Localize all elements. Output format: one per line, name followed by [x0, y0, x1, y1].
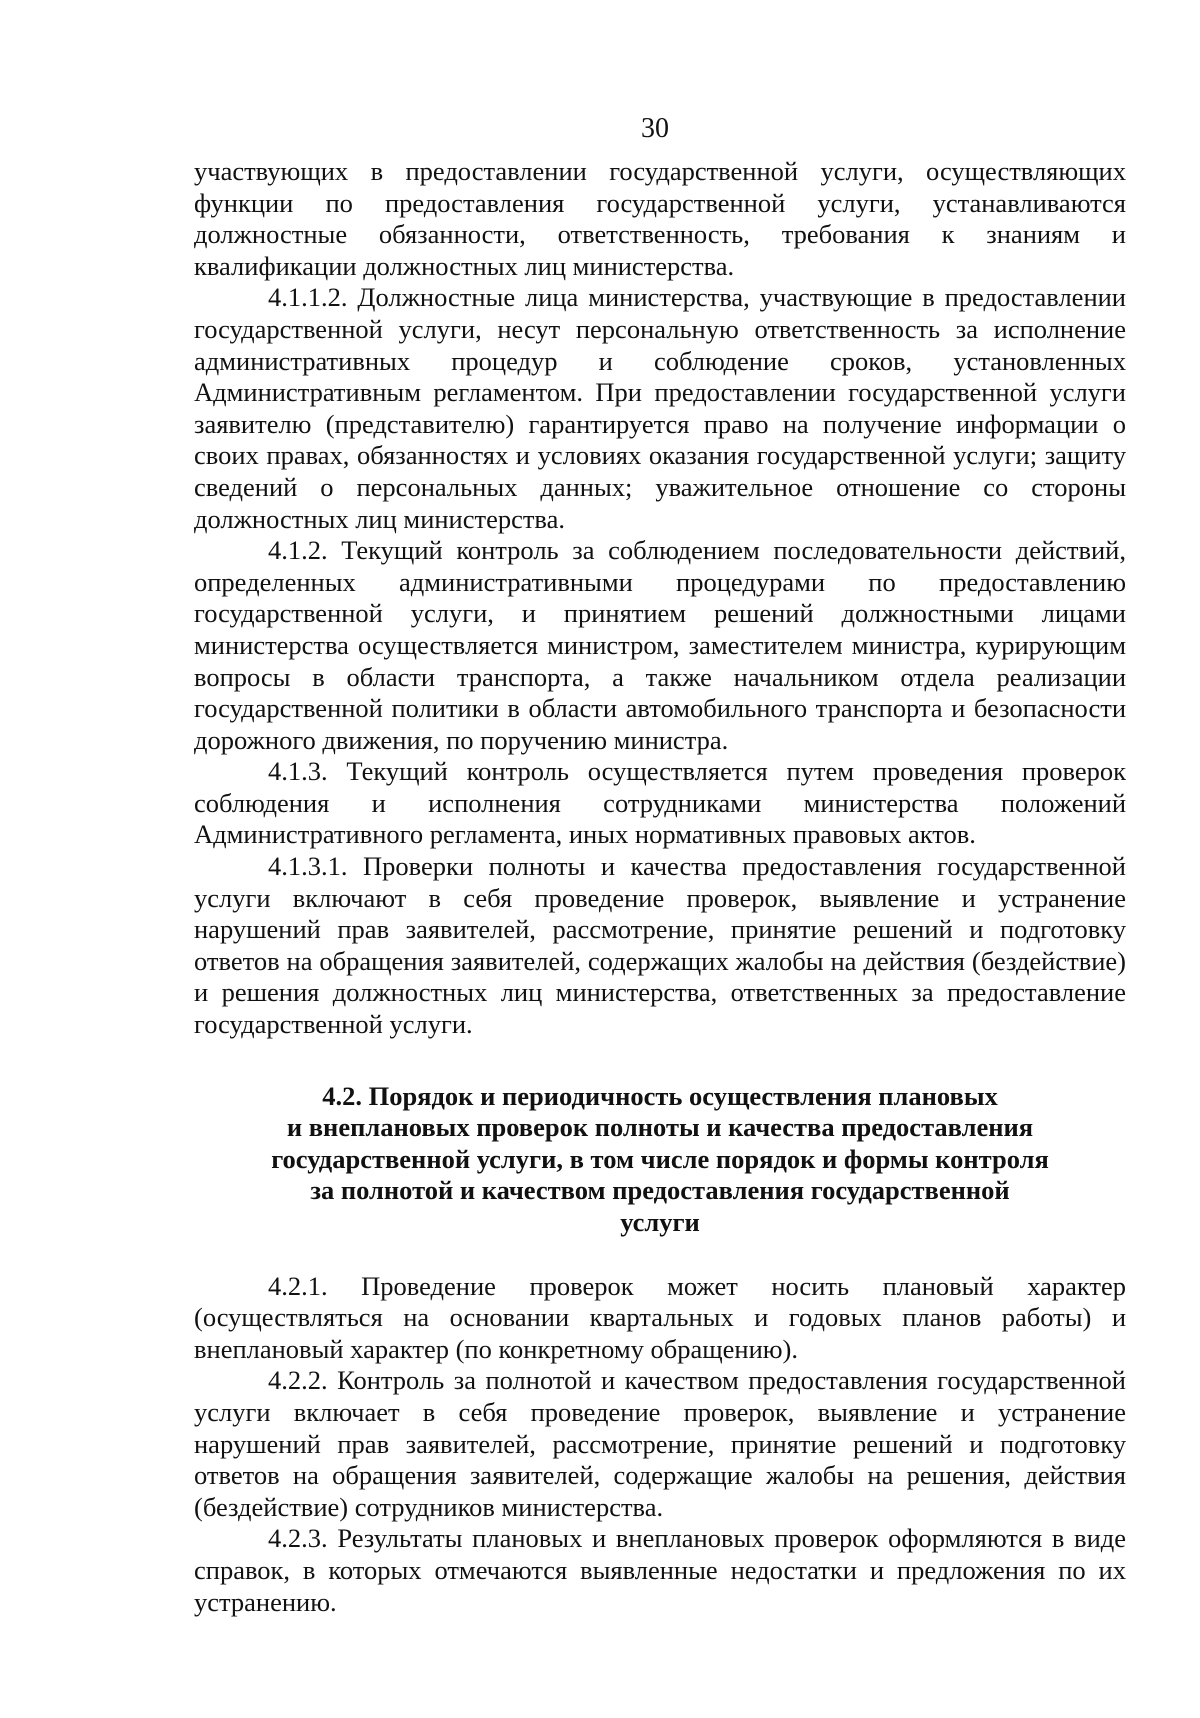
paragraph-continuation: участвующих в предоставлении государственной услуги, осуществляющих функции по предоставления государственной услуги, устанавливаются должностные обязанности, ответственность, требования к знаниям и квалификации должностных лиц министерства. [194, 156, 1126, 281]
document-body [194, 156, 1126, 1618]
section-heading-4-2 [194, 1081, 1126, 1239]
heading-line: и внеплановых проверок полноты и качества предоставления [286, 1112, 1034, 1143]
paragraph-4-2-1: 4.2.1. Проведение проверок может носить плановый характер (осуществляться на основании квартальных и годовых планов работы) и внеплановый характер (по конкретному обращению). [194, 1270, 1126, 1364]
heading-line: 4.2. Порядок и периодичность осуществления плановых [322, 1080, 998, 1111]
heading-line: за полнотой и качеством предоставления государственной [310, 1175, 1010, 1206]
paragraph-4-2-3: 4.2.3. Результаты плановых и внеплановых проверок оформляются в виде справок, в которых отмечаются выявленные недостатки и предложения по их устранению. [194, 1523, 1126, 1617]
page-number: 30 [641, 113, 669, 144]
paragraph-4-1-1-2: 4.1.1.2. Должностные лица министерства, участвующие в предоставлении государственной услуги, несут персональную ответственность за исполнение административных процедур и соблюдение сроков, установленных Административным регламентом. При предоставлении государственной услуги заявителю (представителю) гарантируется право на получение информации о своих правах, обязанностях и условиях оказания государственной услуги; защиту сведений о персональных данных; уважительное отношение со стороны должностных лиц министерства. [194, 282, 1126, 534]
paragraph-4-2-2: 4.2.2. Контроль за полнотой и качеством предоставления государственной услуги включает в себя проведение проверок, выявление и устранение нарушений прав заявителей, рассмотрение, принятие решений и подготовку ответов на обращения заявителей, содержащие жалобы на решения, действия (бездействие) сотрудников министерства. [194, 1365, 1126, 1522]
heading-line: услуги [620, 1207, 700, 1237]
paragraph-4-1-3: 4.1.3. Текущий контроль осуществляется путем проведения проверок соблюдения и исполнения сотрудниками министерства положений Административного регламента, иных нормативных правовых актов. [194, 756, 1126, 850]
heading-line: государственной услуги, в том числе порядок и формы контроля [271, 1143, 1049, 1174]
paragraph-4-1-2: 4.1.2. Текущий контроль за соблюдением последовательности действий, определенных административными процедурами по предоставлению государственной услуги, и принятием решений должностными лицами министерства осуществляется министром, заместителем министра, курирующим вопросы в области транспорта, а также начальником отдела реализации государственной политики в области автомобильного транспорта и безопасности дорожного движения, по поручению министра. [194, 535, 1126, 755]
paragraph-4-1-3-1: 4.1.3.1. Проверки полноты и качества предоставления государственной услуги включают в себя проведение проверок, выявление и устранение нарушений прав заявителей, рассмотрение, принятие решений и подготовку ответов на обращения заявителей, содержащих жалобы на действия (бездействие) и решения должностных лиц министерства, ответственных за предоставление государственной услуги. [194, 851, 1126, 1040]
